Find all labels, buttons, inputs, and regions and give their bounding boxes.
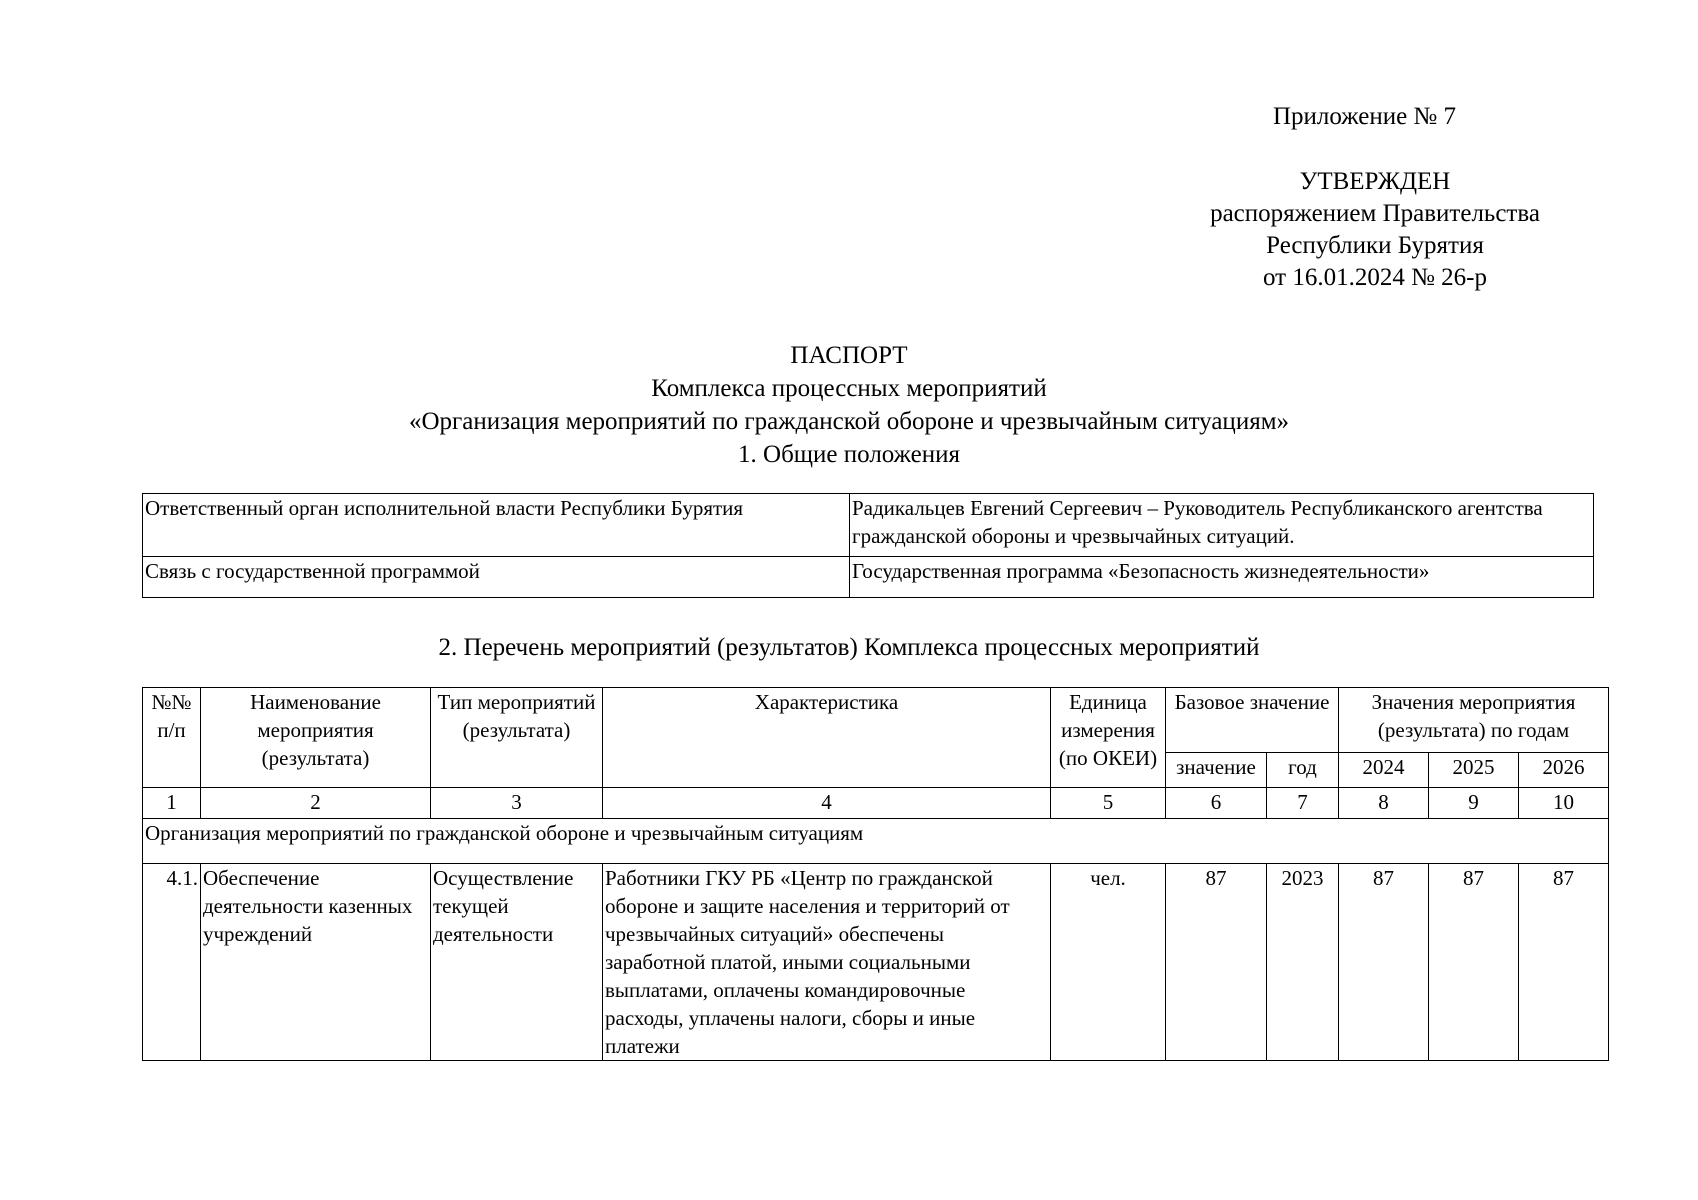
row-unit: чел. <box>1051 864 1166 1061</box>
header-num: №№ п/п <box>143 688 201 788</box>
table-header-row <box>143 688 1609 753</box>
row-characteristic: Работники ГКУ РБ «Центр по гражданской обороне и защите населения и территорий от чрезвычайных ситуаций» обеспечены заработной платой, иными социальными выплатами, оплачены командировочные расходы, уплачены налоги, сборы и иные платежи <box>603 864 1051 1061</box>
header-base-year: год <box>1267 753 1339 788</box>
header-year-2025: 2025 <box>1429 753 1519 788</box>
table-cell-value: Радикальцев Евгений Сергеевич – Руководитель Республиканского агентства гражданской обороны и чрезвычайных ситуаций. <box>850 494 1594 557</box>
column-number: 2 <box>201 788 431 819</box>
section-heading: 1. Общие положения <box>738 441 960 468</box>
table-cell-label: Ответственный орган исполнительной власти Республики Бурятия <box>143 494 850 557</box>
title-line: ПАСПОРТ <box>790 342 908 369</box>
row-value-2024: 87 <box>1339 864 1429 1061</box>
column-number: 7 <box>1267 788 1339 819</box>
approved-line: от 16.01.2024 № 26-р <box>1262 264 1488 291</box>
column-number: 9 <box>1429 788 1519 819</box>
section-heading: 2. Перечень мероприятий (результатов) Комплекса процессных мероприятий <box>438 634 1260 661</box>
header-values-by-year: Значения мероприятия (результата) по годам <box>1339 688 1609 753</box>
approved-line: Республики Бурятия <box>1266 232 1484 259</box>
column-number: 5 <box>1051 788 1166 819</box>
row-base-value: 87 <box>1166 864 1267 1061</box>
header-base-value: значение <box>1166 753 1267 788</box>
table-row <box>143 864 1609 1061</box>
row-base-year: 2023 <box>1267 864 1339 1061</box>
header-name: Наименование мероприятия (результата) <box>201 688 431 788</box>
row-value-2025: 87 <box>1429 864 1519 1061</box>
column-number: 1 <box>143 788 201 819</box>
header-year-2026: 2026 <box>1519 753 1609 788</box>
row-type: Осуществление текущей деятельности <box>431 864 603 1061</box>
table-row <box>143 557 1594 598</box>
column-number: 4 <box>603 788 1051 819</box>
row-value-2026: 87 <box>1519 864 1609 1061</box>
table-cell-value: Государственная программа «Безопасность жизнедеятельности» <box>850 557 1594 598</box>
general-provisions-table <box>142 493 1594 598</box>
header-base: Базовое значение <box>1166 688 1339 753</box>
group-title: Организация мероприятий по гражданской обороне и чрезвычайным ситуациям <box>143 819 1609 864</box>
row-name: Обеспечение деятельности казенных учреждений <box>201 864 431 1061</box>
appendix-number: Приложение № 7 <box>1273 103 1457 130</box>
document-title <box>0 339 1698 471</box>
column-number: 8 <box>1339 788 1429 819</box>
approved-line: распоряжением Правительства <box>1210 200 1540 227</box>
approved-line: УТВЕРЖДЕН <box>1299 168 1451 195</box>
header-year-2024: 2024 <box>1339 753 1429 788</box>
column-number: 6 <box>1166 788 1267 819</box>
title-line: Комплекса процессных мероприятий <box>651 375 1047 402</box>
header-characteristic: Характеристика <box>603 688 1051 788</box>
row-num: 4.1. <box>143 864 201 1061</box>
group-row <box>143 819 1609 864</box>
column-number: 10 <box>1519 788 1609 819</box>
column-numbers-row <box>143 788 1609 819</box>
table-row <box>143 494 1594 557</box>
approval-stamp-text <box>1165 166 1585 294</box>
title-line: «Организация мероприятий по гражданской обороне и чрезвычайным ситуациям» <box>408 408 1290 435</box>
table-cell-label: Связь с государственной программой <box>143 557 850 598</box>
header-unit: Единица измерения (по ОКЕИ) <box>1051 688 1166 788</box>
measures-table <box>142 687 1609 1061</box>
column-number: 3 <box>431 788 603 819</box>
header-type: Тип мероприятий (результата) <box>431 688 603 788</box>
